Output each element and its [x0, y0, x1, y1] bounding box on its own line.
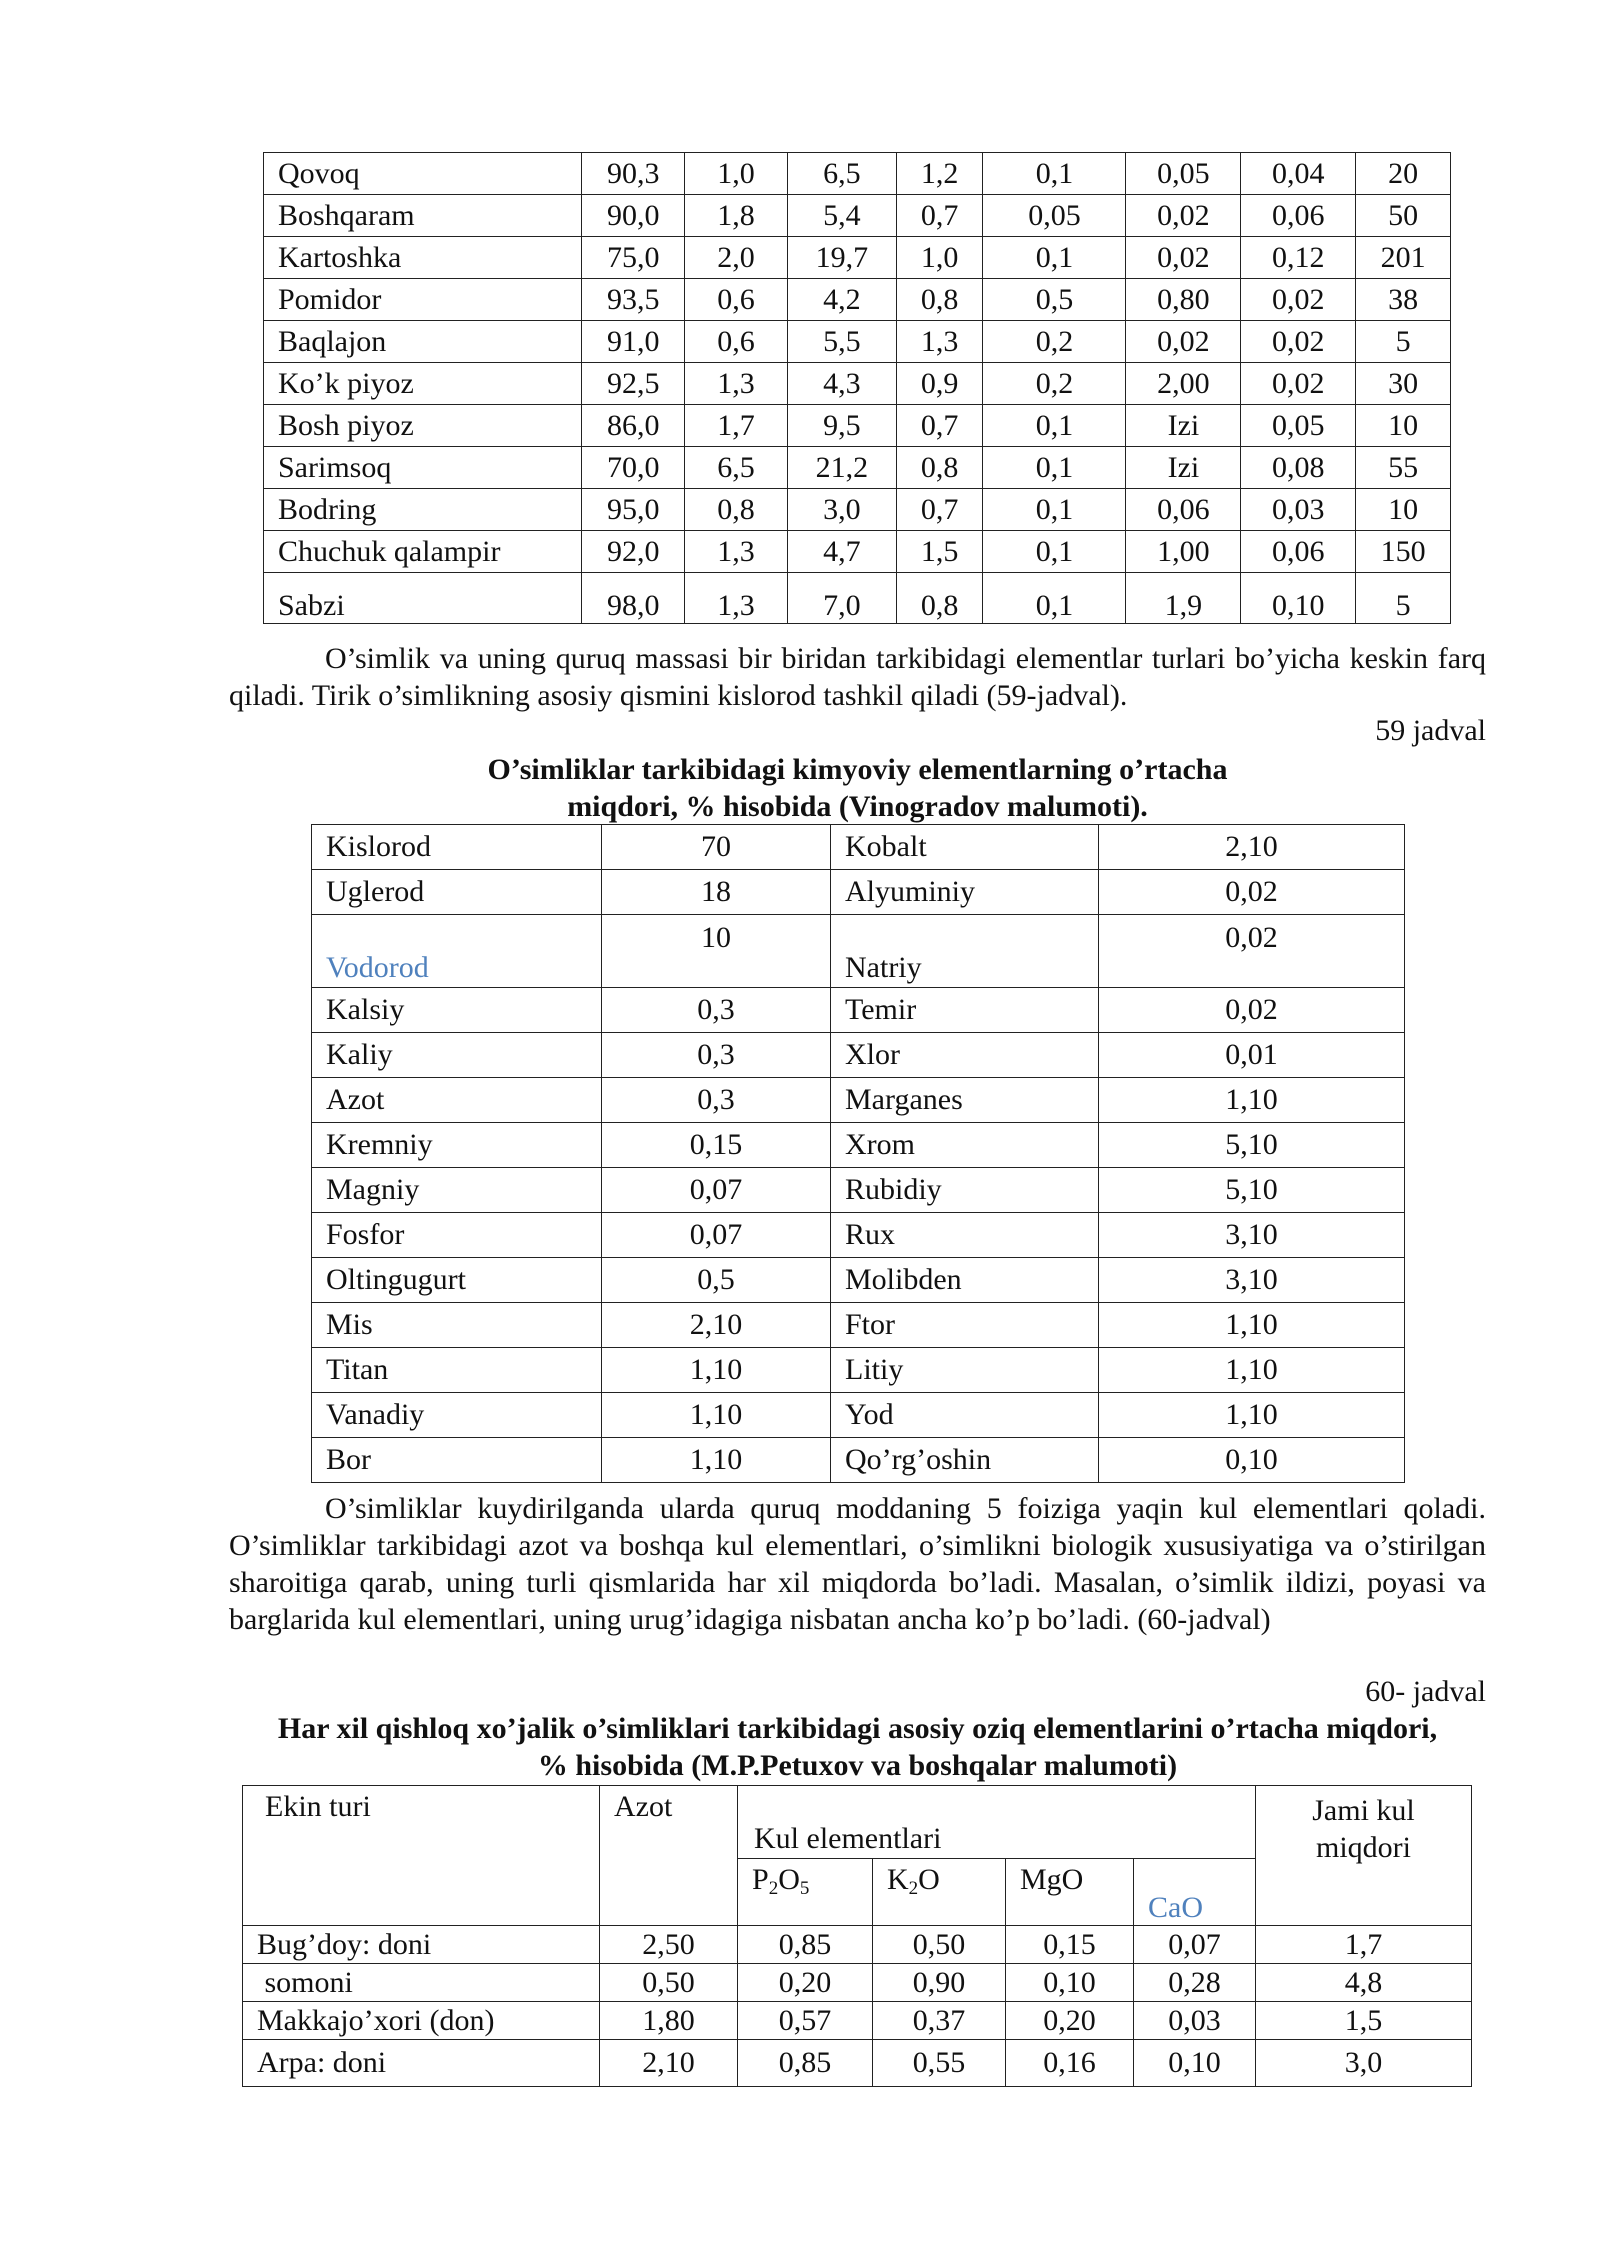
- table-cell: 10: [1356, 405, 1451, 447]
- table-cell: 0,8: [896, 447, 983, 489]
- element-name: Uglerod: [312, 870, 602, 915]
- element-name: Titan: [312, 1348, 602, 1393]
- table-cell: 4,3: [787, 363, 896, 405]
- table-row: [264, 531, 1451, 573]
- table-cell: 0,02: [1126, 321, 1241, 363]
- table-cell: 0,7: [896, 405, 983, 447]
- table-cell: 0,37: [873, 2002, 1006, 2040]
- table-cell: 91,0: [582, 321, 685, 363]
- table-cell: 50: [1356, 195, 1451, 237]
- table-cell: 0,6: [685, 279, 788, 321]
- table-59-label: 59 jadval: [1375, 714, 1486, 747]
- element-name: Magniy: [312, 1168, 602, 1213]
- table-cell: 0,1: [983, 153, 1126, 195]
- table-cell: 4,2: [787, 279, 896, 321]
- table-row: [264, 447, 1451, 489]
- table-row: [243, 1964, 1472, 2002]
- paragraph-ash-elements: O’simliklar kuydirilganda ularda quruq moddaning 5 foiziga yaqin kul elementlari qoladi. O’simliklar tarkibidagi azot va boshqa kul elementlari, o’simlikni biologik xususiyatiga va o’stirilgan sharoitiga qarab, uning turli qismlarida har xil miqdorda bo’ladi. Masalan, o’simlik ildizi, poyasi va barglarida kul elementlari, uning urug’idagiga nisbatan ancha ko’p bo’ladi. (60-jadval): [229, 1492, 1486, 1636]
- element-value: 0,10: [1099, 1438, 1405, 1483]
- element-name: Xlor: [831, 1033, 1099, 1078]
- table-cell: 10: [1356, 489, 1451, 531]
- table-cell: 1,5: [1256, 2002, 1472, 2040]
- element-name: Marganes: [831, 1078, 1099, 1123]
- element-name: Kalsiy: [312, 988, 602, 1033]
- table-cell: 1,80: [600, 2002, 738, 2040]
- element-name: Kaliy: [312, 1033, 602, 1078]
- table-row: [264, 279, 1451, 321]
- element-value: 0,07: [602, 1168, 831, 1213]
- table-row: [312, 825, 1405, 870]
- header-p2o5: [738, 1859, 873, 1926]
- element-value: 1,10: [602, 1348, 831, 1393]
- table-cell: 30: [1356, 363, 1451, 405]
- table-header-row: [243, 1786, 1472, 1859]
- table-cell: 0,7: [896, 489, 983, 531]
- element-name: Xrom: [831, 1123, 1099, 1168]
- element-value: 0,3: [602, 1033, 831, 1078]
- element-name: Ftor: [831, 1303, 1099, 1348]
- table-cell: 0,50: [873, 1926, 1006, 1964]
- element-value: 2,10: [1099, 825, 1405, 870]
- table-cell: 0,12: [1241, 237, 1356, 279]
- row-name: Bosh piyoz: [264, 405, 582, 447]
- k-o-letter: O: [918, 1863, 940, 1896]
- table-row: [264, 237, 1451, 279]
- table-cell: 0,9: [896, 363, 983, 405]
- element-name: Rux: [831, 1213, 1099, 1258]
- element-value: 70: [602, 825, 831, 870]
- table-cell: 6,5: [787, 153, 896, 195]
- table-cell: 20: [1356, 153, 1451, 195]
- element-name: Mis: [312, 1303, 602, 1348]
- row-name: Sarimsoq: [264, 447, 582, 489]
- table-cell: 0,15: [1006, 1926, 1134, 1964]
- element-name: Oltingugurt: [312, 1258, 602, 1303]
- table-cell: 1,8: [685, 195, 788, 237]
- table-cell: 0,57: [738, 2002, 873, 2040]
- table-row: [264, 573, 1451, 624]
- row-name: Baqlajon: [264, 321, 582, 363]
- table-60-title-line1: Har xil qishloq xo’jalik o’simliklari tarkibidagi asosiy oziq elementlarini o’rtacha miqdori,: [277, 1712, 1438, 1745]
- table-cell: 98,0: [582, 573, 685, 624]
- table-cell: 0,16: [1006, 2040, 1134, 2087]
- table-cell: 7,0: [787, 573, 896, 624]
- table-60-title-line2: % hisobida (M.P.Petuxov va boshqalar malumoti): [537, 1749, 1178, 1782]
- element-value: 5,10: [1099, 1123, 1405, 1168]
- table-row: [264, 489, 1451, 531]
- table-cell: 0,06: [1126, 489, 1241, 531]
- table-cell: 0,02: [1241, 321, 1356, 363]
- table-cell: 0,20: [1006, 2002, 1134, 2040]
- table-cell: 201: [1356, 237, 1451, 279]
- table-cell: 4,8: [1256, 1964, 1472, 2002]
- paragraph-oxygen: O’simlik va uning quruq massasi bir biridan tarkibidagi elementlar turlari bo’yicha keskin farq qiladi. Tirik o’simlikning asosiy qismini kislorod tashkil qiladi (59-jadval).: [229, 642, 1486, 712]
- element-name: Temir: [831, 988, 1099, 1033]
- table-cell: 1,3: [685, 363, 788, 405]
- table-cell: 0,03: [1134, 2002, 1256, 2040]
- table-cell: 1,0: [896, 237, 983, 279]
- element-name: Kremniy: [312, 1123, 602, 1168]
- table-cell: 1,7: [685, 405, 788, 447]
- table-row: [312, 1213, 1405, 1258]
- k-letter: K: [887, 1863, 909, 1896]
- element-value: 0,02: [1099, 988, 1405, 1033]
- element-value: 2,10: [602, 1303, 831, 1348]
- table-cell: 0,06: [1241, 531, 1356, 573]
- element-value: 0,02: [1099, 870, 1405, 915]
- table-cell: 0,7: [896, 195, 983, 237]
- table-row: [264, 405, 1451, 447]
- table-cell: 70,0: [582, 447, 685, 489]
- table-cell: 38: [1356, 279, 1451, 321]
- table-row: [312, 1078, 1405, 1123]
- element-name: Molibden: [831, 1258, 1099, 1303]
- element-name: Azot: [312, 1078, 602, 1123]
- table-cell: 0,85: [738, 2040, 873, 2087]
- element-value: 1,10: [1099, 1348, 1405, 1393]
- element-name: Yod: [831, 1393, 1099, 1438]
- table-cell: 0,20: [738, 1964, 873, 2002]
- header-mgo: MgO: [1006, 1859, 1134, 1926]
- table-cell: 0,5: [983, 279, 1126, 321]
- element-name: Vanadiy: [312, 1393, 602, 1438]
- element-value: 10: [602, 915, 831, 988]
- table-row: [312, 1393, 1405, 1438]
- table-cell: 1,9: [1126, 573, 1241, 624]
- table-59-title-line1: O’simliklar tarkibidagi kimyoviy elementlarning o’rtacha: [487, 753, 1228, 786]
- p-sub-2: 2: [768, 1878, 779, 1899]
- row-name: Boshqaram: [264, 195, 582, 237]
- table-cell: 5,5: [787, 321, 896, 363]
- table-cell: 1,7: [1256, 1926, 1472, 1964]
- table-row: [243, 2002, 1472, 2040]
- table-cell: 0,07: [1134, 1926, 1256, 1964]
- table-cell: 92,5: [582, 363, 685, 405]
- p-o-letter: O: [778, 1863, 800, 1896]
- table-cell: 0,85: [738, 1926, 873, 1964]
- table-cell: 0,04: [1241, 153, 1356, 195]
- element-value: 1,10: [602, 1393, 831, 1438]
- table-cell: 0,10: [1006, 1964, 1134, 2002]
- table-cell: 0,02: [1241, 363, 1356, 405]
- table-cell: 1,3: [685, 531, 788, 573]
- crop-name: Arpa: doni: [243, 2040, 600, 2087]
- element-value: 1,10: [1099, 1078, 1405, 1123]
- header-kul-elementlari: Kul elementlari: [738, 1786, 1256, 1859]
- header-azot: Azot: [600, 1786, 738, 1926]
- element-value: 1,10: [602, 1438, 831, 1483]
- crop-name: Bug’doy: doni: [243, 1926, 600, 1964]
- table-cell: 0,1: [983, 573, 1126, 624]
- row-name: Ko’k piyoz: [264, 363, 582, 405]
- row-name: Pomidor: [264, 279, 582, 321]
- table-cell: 0,1: [983, 447, 1126, 489]
- header-jami-kul: [1256, 1786, 1472, 1926]
- table-cell: 2,00: [1126, 363, 1241, 405]
- table-cell: 1,5: [896, 531, 983, 573]
- table-cell: 0,8: [896, 279, 983, 321]
- nutrient-elements-table: [242, 1785, 1472, 2087]
- crop-name: somoni: [243, 1964, 600, 2002]
- element-value: 0,3: [602, 1078, 831, 1123]
- element-name: Rubidiy: [831, 1168, 1099, 1213]
- table-row: [312, 988, 1405, 1033]
- table-cell: 5: [1356, 573, 1451, 624]
- table-cell: 1,3: [685, 573, 788, 624]
- table-cell: 2,10: [600, 2040, 738, 2087]
- element-value: 3,10: [1099, 1258, 1405, 1303]
- table-row: [264, 153, 1451, 195]
- element-value: 18: [602, 870, 831, 915]
- table-row: [312, 1168, 1405, 1213]
- element-value: 0,01: [1099, 1033, 1405, 1078]
- table-cell: 0,1: [983, 405, 1126, 447]
- table-cell: 93,5: [582, 279, 685, 321]
- table-cell: 0,02: [1126, 237, 1241, 279]
- table-cell: 75,0: [582, 237, 685, 279]
- element-value: 5,10: [1099, 1168, 1405, 1213]
- table-cell: 0,1: [983, 531, 1126, 573]
- table-cell: 0,1: [983, 237, 1126, 279]
- table-row: [243, 1926, 1472, 1964]
- table-cell: 3,0: [787, 489, 896, 531]
- row-name: Qovoq: [264, 153, 582, 195]
- table-cell: 0,08: [1241, 447, 1356, 489]
- element-name: Qo’rg’oshin: [831, 1438, 1099, 1483]
- table-cell: 9,5: [787, 405, 896, 447]
- table-cell: 0,05: [1126, 153, 1241, 195]
- element-value: 0,07: [602, 1213, 831, 1258]
- crop-name: Makkajo’xori (don): [243, 2002, 600, 2040]
- element-name: Vodorod: [312, 915, 602, 988]
- table-cell: 6,5: [685, 447, 788, 489]
- element-value: 1,10: [1099, 1303, 1405, 1348]
- element-value: 0,15: [602, 1123, 831, 1168]
- header-jami-line2: miqdori: [1316, 1831, 1411, 1864]
- table-cell: 5: [1356, 321, 1451, 363]
- element-name: Kobalt: [831, 825, 1099, 870]
- table-cell: 0,8: [896, 573, 983, 624]
- table-cell: 0,10: [1134, 2040, 1256, 2087]
- table-cell: 86,0: [582, 405, 685, 447]
- table-cell: 150: [1356, 531, 1451, 573]
- chemical-elements-table: [311, 824, 1405, 1483]
- header-jami-line1: Jami kul: [1312, 1794, 1415, 1827]
- row-name: Sabzi: [264, 573, 582, 624]
- table-cell: 92,0: [582, 531, 685, 573]
- table-row: [312, 915, 1405, 988]
- table-row: [264, 321, 1451, 363]
- table-cell: 90,3: [582, 153, 685, 195]
- table-cell: 0,2: [983, 363, 1126, 405]
- table-cell: 1,0: [685, 153, 788, 195]
- table-cell: 0,80: [1126, 279, 1241, 321]
- table-cell: 1,3: [896, 321, 983, 363]
- element-name: Alyuminiy: [831, 870, 1099, 915]
- table-row: [312, 1258, 1405, 1303]
- header-ekin-turi: Ekin turi: [243, 1786, 600, 1926]
- table-cell: 2,50: [600, 1926, 738, 1964]
- table-59-title-line2: miqdori, % hisobida (Vinogradov malumoti).: [567, 790, 1148, 823]
- table-cell: 90,0: [582, 195, 685, 237]
- p-sub-5: 5: [799, 1878, 810, 1899]
- table-cell: 0,28: [1134, 1964, 1256, 2002]
- element-name: Bor: [312, 1438, 602, 1483]
- table-cell: 0,90: [873, 1964, 1006, 2002]
- table-cell: 0,50: [600, 1964, 738, 2002]
- table-cell: 0,02: [1126, 195, 1241, 237]
- table-row: [312, 1348, 1405, 1393]
- row-name: Kartoshka: [264, 237, 582, 279]
- table-cell: Izi: [1126, 447, 1241, 489]
- table-cell: 4,7: [787, 531, 896, 573]
- table-row: [312, 870, 1405, 915]
- header-k2o: [873, 1859, 1006, 1926]
- table-60-label: 60- jadval: [1365, 1675, 1486, 1708]
- p-letter: P: [752, 1863, 769, 1896]
- table-cell: 0,1: [983, 489, 1126, 531]
- table-cell: 2,0: [685, 237, 788, 279]
- table-row: [243, 2040, 1472, 2087]
- table-cell: 0,6: [685, 321, 788, 363]
- table-cell: 19,7: [787, 237, 896, 279]
- table-cell: 55: [1356, 447, 1451, 489]
- table-cell: 0,02: [1241, 279, 1356, 321]
- header-cao: CaO: [1134, 1859, 1256, 1926]
- table-row: [264, 195, 1451, 237]
- table-cell: 0,2: [983, 321, 1126, 363]
- table-cell: 0,10: [1241, 573, 1356, 624]
- table-cell: 0,05: [983, 195, 1126, 237]
- table-row: [312, 1303, 1405, 1348]
- table-cell: 21,2: [787, 447, 896, 489]
- vegetable-composition-table: [263, 152, 1451, 624]
- k-sub-2: 2: [908, 1878, 919, 1899]
- element-value: 0,3: [602, 988, 831, 1033]
- table-cell: Izi: [1126, 405, 1241, 447]
- element-value: 0,02: [1099, 915, 1405, 988]
- table-cell: 0,06: [1241, 195, 1356, 237]
- table-cell: 1,2: [896, 153, 983, 195]
- table-cell: 0,03: [1241, 489, 1356, 531]
- element-name: Fosfor: [312, 1213, 602, 1258]
- table-cell: 5,4: [787, 195, 896, 237]
- table-row: [312, 1123, 1405, 1168]
- element-name: Kislorod: [312, 825, 602, 870]
- table-row: [312, 1438, 1405, 1483]
- table-row: [312, 1033, 1405, 1078]
- table-cell: 0,05: [1241, 405, 1356, 447]
- element-value: 1,10: [1099, 1393, 1405, 1438]
- element-name: Litiy: [831, 1348, 1099, 1393]
- table-cell: 0,8: [685, 489, 788, 531]
- table-cell: 3,0: [1256, 2040, 1472, 2087]
- element-value: 0,5: [602, 1258, 831, 1303]
- element-value: 3,10: [1099, 1213, 1405, 1258]
- table-row: [264, 363, 1451, 405]
- table-cell: 1,00: [1126, 531, 1241, 573]
- row-name: Chuchuk qalampir: [264, 531, 582, 573]
- element-name: Natriy: [831, 915, 1099, 988]
- table-cell: 0,55: [873, 2040, 1006, 2087]
- table-cell: 95,0: [582, 489, 685, 531]
- row-name: Bodring: [264, 489, 582, 531]
